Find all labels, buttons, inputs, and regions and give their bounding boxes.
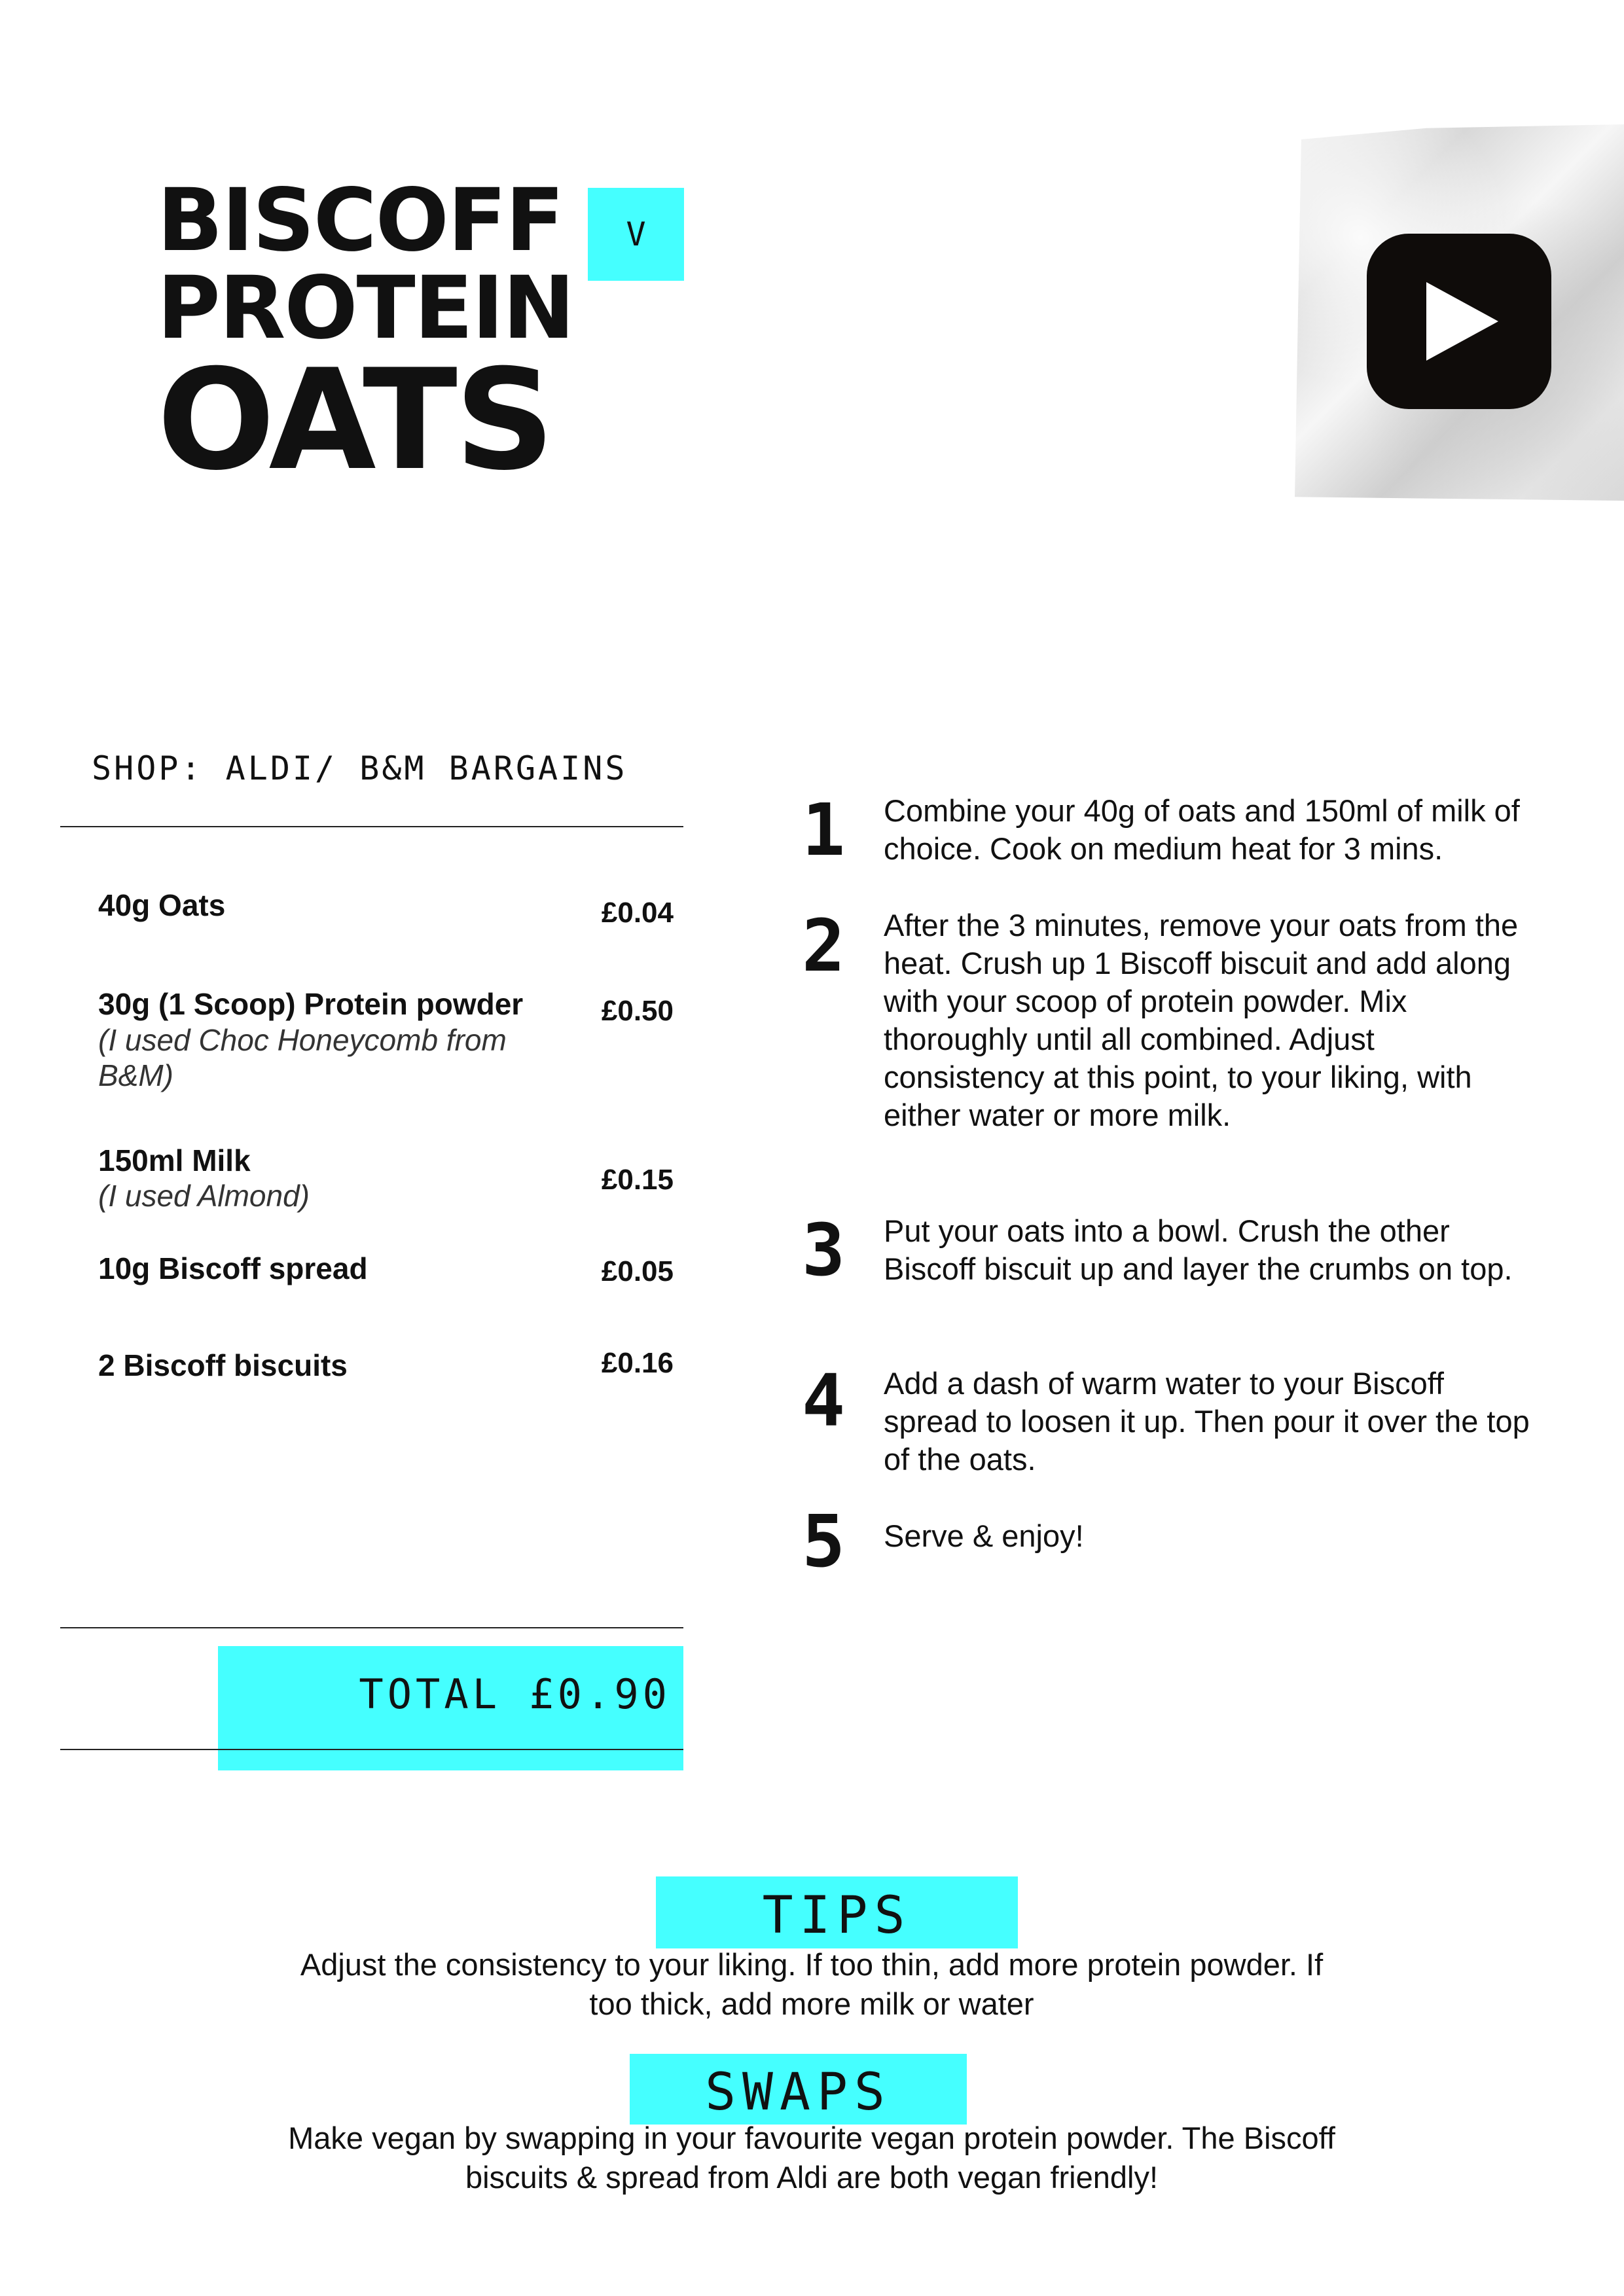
tips-label: TIPS	[656, 1876, 1018, 1948]
shop-heading: SHOP: ALDI/ B&M BARGAINS	[92, 749, 628, 787]
vegetarian-badge: V	[588, 188, 684, 281]
step-number: 5	[802, 1499, 846, 1583]
ingredient-name: 150ml Milk	[98, 1143, 251, 1177]
ingredient-note: (I used Choc Honeycomb from B&M)	[98, 1023, 507, 1092]
ingredient-name: 10g Biscoff spread	[98, 1251, 368, 1285]
ingredient-name: 30g (1 Scoop) Protein powder	[98, 987, 524, 1021]
step-text: Put your oats into a bowl. Crush the other Biscoff biscuit up and layer the crumbs on top.	[884, 1213, 1513, 1286]
step-text: Combine your 40g of oats and 150ml of milk of choice. Cook on medium heat for 3 mins.	[884, 793, 1520, 866]
step-number: 1	[802, 788, 846, 872]
step-text: Add a dash of warm water to your Biscoff spread to loosen it up. Then pour it over the top of the oats.	[884, 1366, 1530, 1477]
tips-text: Adjust the consistency to your liking. If too thin, add more protein powder. If too thick, add more milk or water	[300, 1947, 1324, 2021]
ingredient-price: £0.04	[601, 897, 674, 929]
ingredient-name: 2 Biscoff biscuits	[98, 1348, 348, 1382]
play-button[interactable]	[1367, 234, 1551, 409]
ingredient-price: £0.05	[601, 1255, 674, 1287]
play-icon	[1413, 276, 1505, 367]
ingredient-price: £0.15	[601, 1164, 674, 1196]
swaps-label: SWAPS	[630, 2054, 967, 2125]
step-text: Serve & enjoy!	[884, 1518, 1084, 1553]
step-number: 3	[802, 1208, 846, 1292]
title-line-2: PROTEIN	[157, 258, 574, 359]
title-line-3: OATS	[157, 339, 552, 501]
ingredient-note: (I used Almond)	[98, 1179, 310, 1213]
total-label: TOTAL £0.90	[359, 1670, 671, 1718]
divider	[60, 1749, 683, 1750]
title-line-1: BISCOFF	[157, 170, 564, 271]
step-text: After the 3 minutes, remove your oats from the heat. Crush up 1 Biscoff biscuit and add along with your scoop of protein powder. Mix thoroughly until all combined. Adjust consistency at this point, to your liking, with either water or more milk.	[884, 908, 1519, 1132]
step-number: 2	[802, 904, 846, 988]
recipe-title	[157, 170, 574, 501]
divider	[60, 1627, 683, 1628]
ingredient-price: £0.50	[601, 995, 674, 1027]
divider	[60, 826, 683, 827]
swaps-text: Make vegan by swapping in your favourite vegan protein powder. The Biscoff biscuits & spread from Aldi are both vegan friendly!	[288, 2121, 1335, 2195]
ingredient-name: 40g Oats	[98, 888, 226, 922]
ingredient-price: £0.16	[601, 1347, 674, 1379]
step-number: 4	[802, 1359, 846, 1443]
